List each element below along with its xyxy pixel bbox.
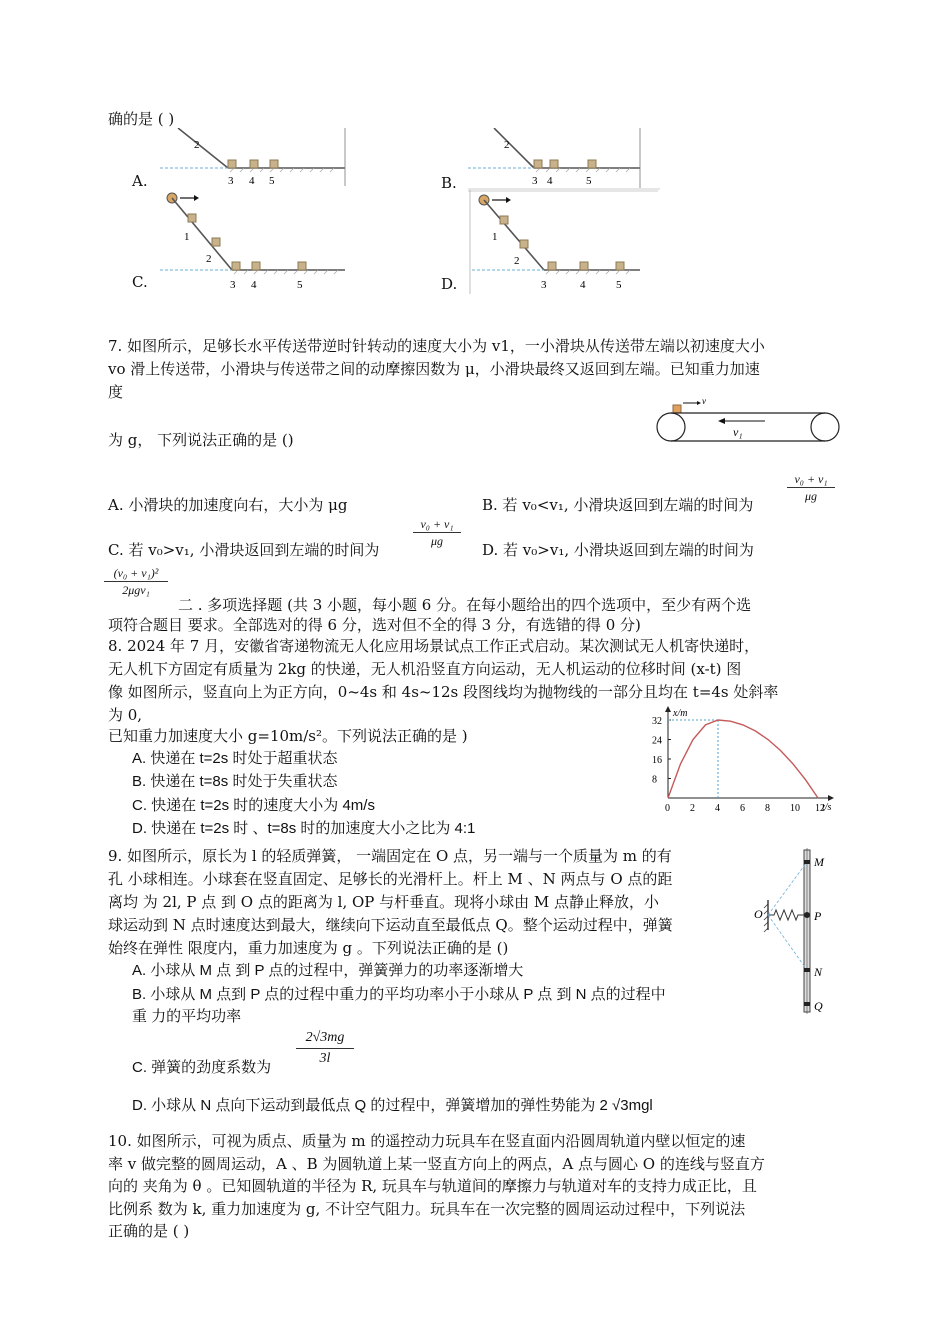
q6c-mark-4: 4 [251, 279, 257, 291]
x-tick-label: 2 [690, 803, 695, 814]
q7-frac-b-num: v₀ + v₁ [794, 472, 828, 486]
q6-figure-d [468, 190, 668, 294]
y-tick-label: 32 [652, 716, 662, 727]
q6-figure-b [468, 128, 668, 192]
q9-line-4: 球运动到 N 点时速度达到最大，继续向下运动直至最低点 Q。整个运动过程中，弹簧 [108, 916, 673, 934]
q9-option-d: D. 小球从 N 点向下运动到最低点 Q 的过程中，弹簧增加的弹性势能为 2 √3mgl [132, 1097, 653, 1114]
q7-frac-c [413, 517, 461, 548]
y-axis-label: x/m [673, 708, 688, 719]
q7-frac-b-den: μg [804, 489, 818, 503]
q6a-mark-3: 3 [228, 175, 234, 187]
q6-figure-a [160, 128, 360, 190]
q10-line-4: 比例系 数为 k, 重力加速度为 g, 不计空气阻力。玩具车在一次完整的圆周运动过程中，下列说法 [108, 1200, 746, 1218]
q9-option-b-line1: B. 小球从 M 点到 P 点的过程中重力的平均功率小于小球从 P 点 到 N 点的过程中 [132, 986, 666, 1003]
q8-option-c: C. 快递在 t=2s 时的速度大小为 4m/s [132, 797, 375, 814]
q7-line-1: 7. 如图所示，足够长水平传送带逆时针转动的速度大小为 v1，一小滑块从传送带左端以初速度大小 [108, 337, 765, 355]
q9-option-c: C. 弹簧的劲度系数为 [132, 1059, 272, 1076]
x-tick-label: 8 [765, 803, 770, 814]
q8-line-3: 像 如图所示，竖直向上为正方向，0~4s 和 4s~12s 段图线均为抛物线的一部分且均在 t=4s 处斜率 [108, 683, 779, 701]
x-tick-label: 0 [665, 803, 670, 814]
q6d-mark-4: 4 [580, 279, 586, 291]
q8-line-5: 已知重力加速度大小 g=10m/s²。下列说法正确的是 ) [108, 727, 468, 745]
q6b-mark-5: 5 [586, 175, 592, 187]
y-tick-label: 16 [652, 755, 662, 766]
q6a-mark-5: 5 [269, 175, 275, 187]
q7-frac-d [104, 566, 168, 597]
q10-line-1: 10. 如图所示，可视为质点、质量为 m 的遥控动力玩具车在竖直面内沿圆周轨道内壁以恒定的速 [108, 1132, 746, 1150]
q6-option-d-label: D. [441, 275, 458, 293]
q9-option-b-line2: 重 力的平均功率 [132, 1008, 242, 1025]
x-axis-label: t/s [822, 802, 832, 813]
q7-option-a: A. 小滑块的加速度向右，大小为 μg [108, 496, 348, 514]
q6-stem-tail: 确的是 ( ) [108, 110, 175, 128]
q6b-mark-2: 2 [504, 139, 510, 151]
q7-frac-d-num: (v₀ + v₁)² [113, 566, 159, 580]
q7-frac-c-den: μg [430, 534, 444, 548]
q8-line-2: 无人机下方固定有质量为 2kg 的快递，无人机沿竖直方向运动，无人机运动的位移时间 (x-t) 图 [108, 660, 742, 678]
q9-frac-c-den: 3l [319, 1051, 331, 1066]
q7-frac-d-den: 2μgv₁ [122, 583, 150, 597]
q6d-mark-2: 2 [514, 255, 520, 267]
q9-frac-c-num: 2√3mg [305, 1030, 345, 1045]
q8-option-b: B. 快递在 t=8s 时处于失重状态 [132, 773, 338, 790]
q7-v0-label: v [702, 396, 706, 406]
q6c-mark-3: 3 [230, 279, 236, 291]
q7-v1-label: v₁ [733, 425, 743, 439]
q6a-mark-4: 4 [249, 175, 255, 187]
q7-frac-c-num: v₀ + v₁ [420, 517, 454, 531]
q8-line-4: 为 0, [108, 706, 143, 724]
section2-heading-line1: 二 . 多项选择题 (共 3 小题，每小题 6 分。在每小题给出的四个选项中，至少有两个选 [178, 596, 752, 614]
q6a-mark-2: 2 [194, 139, 200, 151]
q7-option-c: C. 若 v₀>v₁, 小滑块返回到左端的时间为 [108, 541, 380, 559]
q6c-mark-2: 2 [206, 253, 212, 265]
q9-spring-figure [752, 848, 832, 1016]
x-tick-label: 10 [790, 803, 800, 814]
q8-option-a: A. 快递在 t=2s 时处于超重状态 [132, 750, 338, 767]
q7-option-b: B. 若 v₀<v₁, 小滑块返回到左端的时间为 [482, 496, 754, 514]
q9-line-2: 孔 小球相连。小球套在竖直固定、足够长的光滑杆上。杆上 M 、N 两点与 O 点的距 [108, 870, 673, 888]
q10-line-2: 率 v 做完整的圆周运动，A 、B 为圆轨道上某一竖直方向上的两点，A 点与圆心 O 的连线与竖直方 [108, 1155, 765, 1173]
q6-option-a-label: A. [132, 172, 148, 190]
q9-line-1: 9. 如图所示，原长为 l 的轻质弹簧， 一端固定在 O 点，另一端与一个质量为 m 的有 [108, 847, 672, 865]
x-tick-label: 6 [740, 803, 745, 814]
y-tick-label: 24 [652, 735, 662, 747]
x-t-curve [668, 720, 818, 798]
q7-line-3: 度 [108, 383, 124, 401]
q9-label-q: Q [814, 999, 823, 1013]
q9-label-m: M [814, 855, 824, 869]
q8-line-1: 8. 2024 年 7 月，安徽省寄递物流无人化应用场景试点工作正式启动。某次测试无人机寄快递时， [108, 637, 760, 655]
x-tick-label: 4 [715, 803, 720, 814]
q7-option-d: D. 若 v₀>v₁, 小滑块返回到左端的时间为 [482, 541, 754, 559]
q7-line-4: 为 g， 下列说法正确的是 () [108, 431, 294, 449]
q6-option-c-label: C. [132, 273, 148, 291]
q7-conveyor-figure [655, 396, 841, 448]
q6d-mark-5: 5 [616, 279, 622, 291]
q7-frac-b [787, 472, 835, 503]
q6c-mark-5: 5 [297, 279, 303, 291]
q6d-mark-1: 1 [492, 231, 498, 243]
q9-option-a: A. 小球从 M 点 到 P 点的过程中，弹簧弹力的功率逐渐增大 [132, 962, 524, 979]
q6c-mark-1: 1 [184, 231, 190, 243]
q8-xt-chart [646, 706, 842, 824]
q9-label-p: P [814, 909, 822, 923]
q6-option-b-label: B. [441, 174, 457, 192]
q6-figure-c [160, 190, 360, 294]
q10-line-5: 正确的是 ( ) [108, 1222, 190, 1240]
q6b-mark-4: 4 [547, 175, 553, 187]
q9-label-n: N [814, 965, 823, 979]
q6b-mark-3: 3 [532, 175, 538, 187]
q9-label-o: O [754, 907, 763, 921]
section2-heading-line2: 项符合题目 要求。全部选对的得 6 分，选对但不全的得 3 分，有选错的得 0 分) [108, 616, 641, 634]
y-tick-label: 8 [652, 774, 657, 786]
q7-line-2: vo 滑上传送带，小滑块与传送带之间的动摩擦因数为 μ，小滑块最终又返回到左端。已知重力加速 [108, 360, 760, 378]
q6d-mark-3: 3 [541, 279, 547, 291]
q9-line-5: 始终在弹性 限度内，重力加速度为 g 。下列说法正确的是 () [108, 939, 509, 957]
q9-line-3: 离均 为 2l, P 点 到 O 点的距离为 l, OP 与杆垂直。现将小球由 M 点静止释放，小 [108, 893, 660, 911]
x-tick-label: 12 [815, 803, 825, 814]
q9-frac-c [296, 1029, 354, 1068]
q8-option-d: D. 快递在 t=2s 时 、t=8s 时的加速度大小之比为 4:1 [132, 820, 476, 837]
q10-line-3: 向的 夹角为 θ 。已知圆轨道的半径为 R, 玩具车与轨道间的摩擦力与轨道对车的支持力成正比，且 [108, 1177, 757, 1195]
